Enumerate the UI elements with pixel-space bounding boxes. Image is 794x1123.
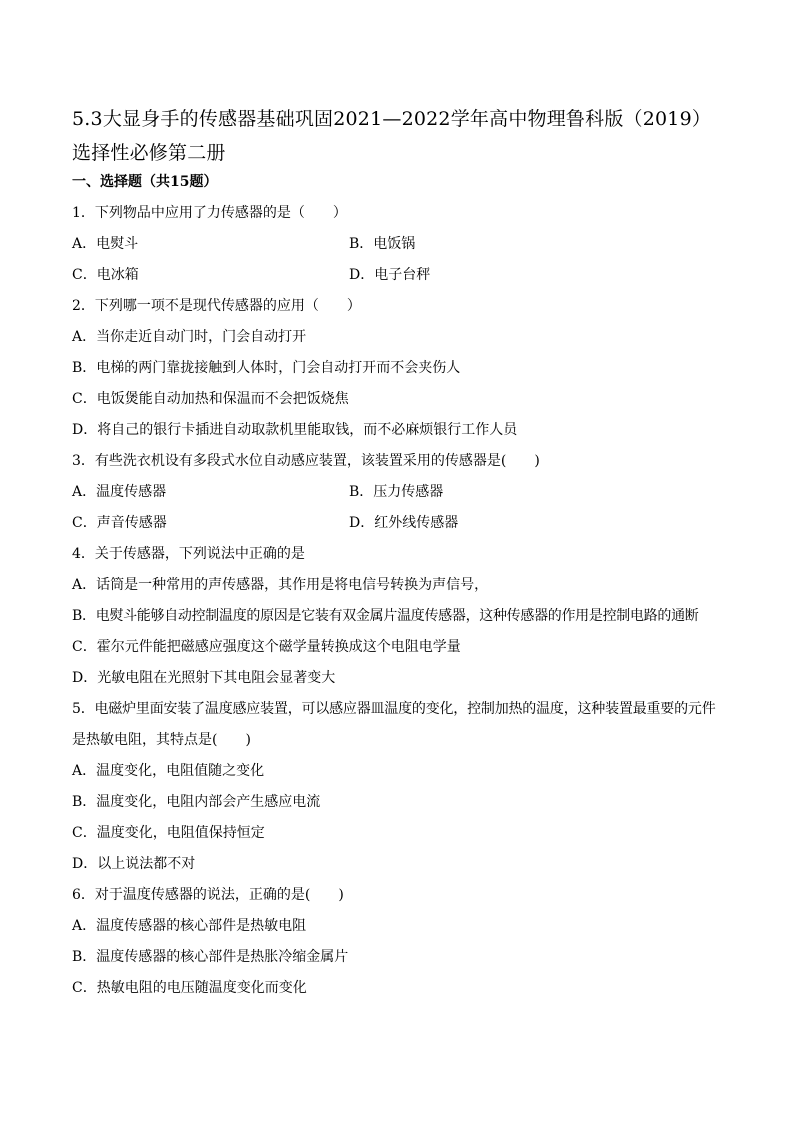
option-b: B．电梯的两门靠拢接触到人体时，门会自动打开而不会夹伤人: [72, 360, 461, 376]
option-b: B．温度变化，电阻内部会产生感应电流: [72, 794, 321, 810]
option-b: B．电饭锅: [349, 236, 416, 252]
title-line-2: 选择性必修第二册: [72, 142, 226, 164]
option-a: A．电熨斗: [72, 236, 139, 252]
option-b: B．压力传感器: [349, 484, 444, 500]
title-line-1: 5.3大显身手的传感器基础巩固2021—2022学年高中物理鲁科版（2019）: [72, 108, 712, 130]
option-row: [72, 508, 732, 539]
option-a: A．温度变化，电阻值随之变化: [72, 763, 265, 779]
option-c: C．霍尔元件能把磁感应强度这个磁学量转换成这个电阻电学量: [72, 639, 461, 655]
option-c: C．热敏电阻的电压随温度变化而变化: [72, 980, 307, 996]
option-c: C．电冰箱: [72, 267, 139, 283]
question-stem: 4．关于传感器，下列说法中正确的是: [72, 546, 305, 562]
worksheet-page: [72, 102, 732, 1004]
option-a: A．当你走近自动门时，门会自动打开: [72, 329, 307, 345]
option-row: [72, 229, 732, 260]
option-b: B．温度传感器的核心部件是热胀冷缩金属片: [72, 949, 349, 965]
question-stem: 5．电磁炉里面安装了温度感应装置，可以感应器皿温度的变化，控制加热的温度，这种装置最重要的元件: [72, 701, 716, 717]
section-header: 一、选择题（共15题）: [72, 174, 218, 190]
option-a: A．温度传感器: [72, 484, 167, 500]
option-b: B．电熨斗能够自动控制温度的原因是它装有双金属片温度传感器，这种传感器的作用是控制电路的通断: [72, 608, 699, 624]
option-d: D．电子台秤: [349, 267, 431, 283]
option-c: C．温度变化，电阻值保持恒定: [72, 825, 265, 841]
question-stem: 3．有些洗衣机设有多段式水位自动感应装置，该装置采用的传感器是( ): [72, 453, 540, 469]
question-2: [72, 291, 732, 446]
question-1: [72, 198, 732, 291]
option-d: D．将自己的银行卡插进自动取款机里能取钱，而不必麻烦银行工作人员: [72, 422, 518, 438]
option-row: [72, 260, 732, 291]
option-c: C．声音传感器: [72, 515, 167, 531]
question-stem: 1．下列物品中应用了力传感器的是（ ）: [72, 205, 347, 221]
document-title: [72, 102, 732, 170]
question-3: [72, 446, 732, 539]
question-stem: 6．对于温度传感器的说法，正确的是( ): [72, 887, 344, 903]
option-d: D．红外线传感器: [349, 515, 459, 531]
question-6: [72, 880, 732, 1004]
question-stem: 2．下列哪一项不是现代传感器的应用（ ）: [72, 298, 361, 314]
option-row: [72, 477, 732, 508]
option-d: D．光敏电阻在光照射下其电阻会显著变大: [72, 670, 336, 686]
question-5: [72, 694, 732, 880]
question-4: [72, 539, 732, 694]
option-c: C．电饭煲能自动加热和保温而不会把饭烧焦: [72, 391, 349, 407]
option-d: D．以上说法都不对: [72, 856, 196, 872]
option-a: A．话筒是一种常用的声传感器，其作用是将电信号转换为声信号，: [72, 577, 489, 593]
question-stem-continued: 是热敏电阻，其特点是( ): [72, 732, 251, 748]
option-a: A．温度传感器的核心部件是热敏电阻: [72, 918, 307, 934]
